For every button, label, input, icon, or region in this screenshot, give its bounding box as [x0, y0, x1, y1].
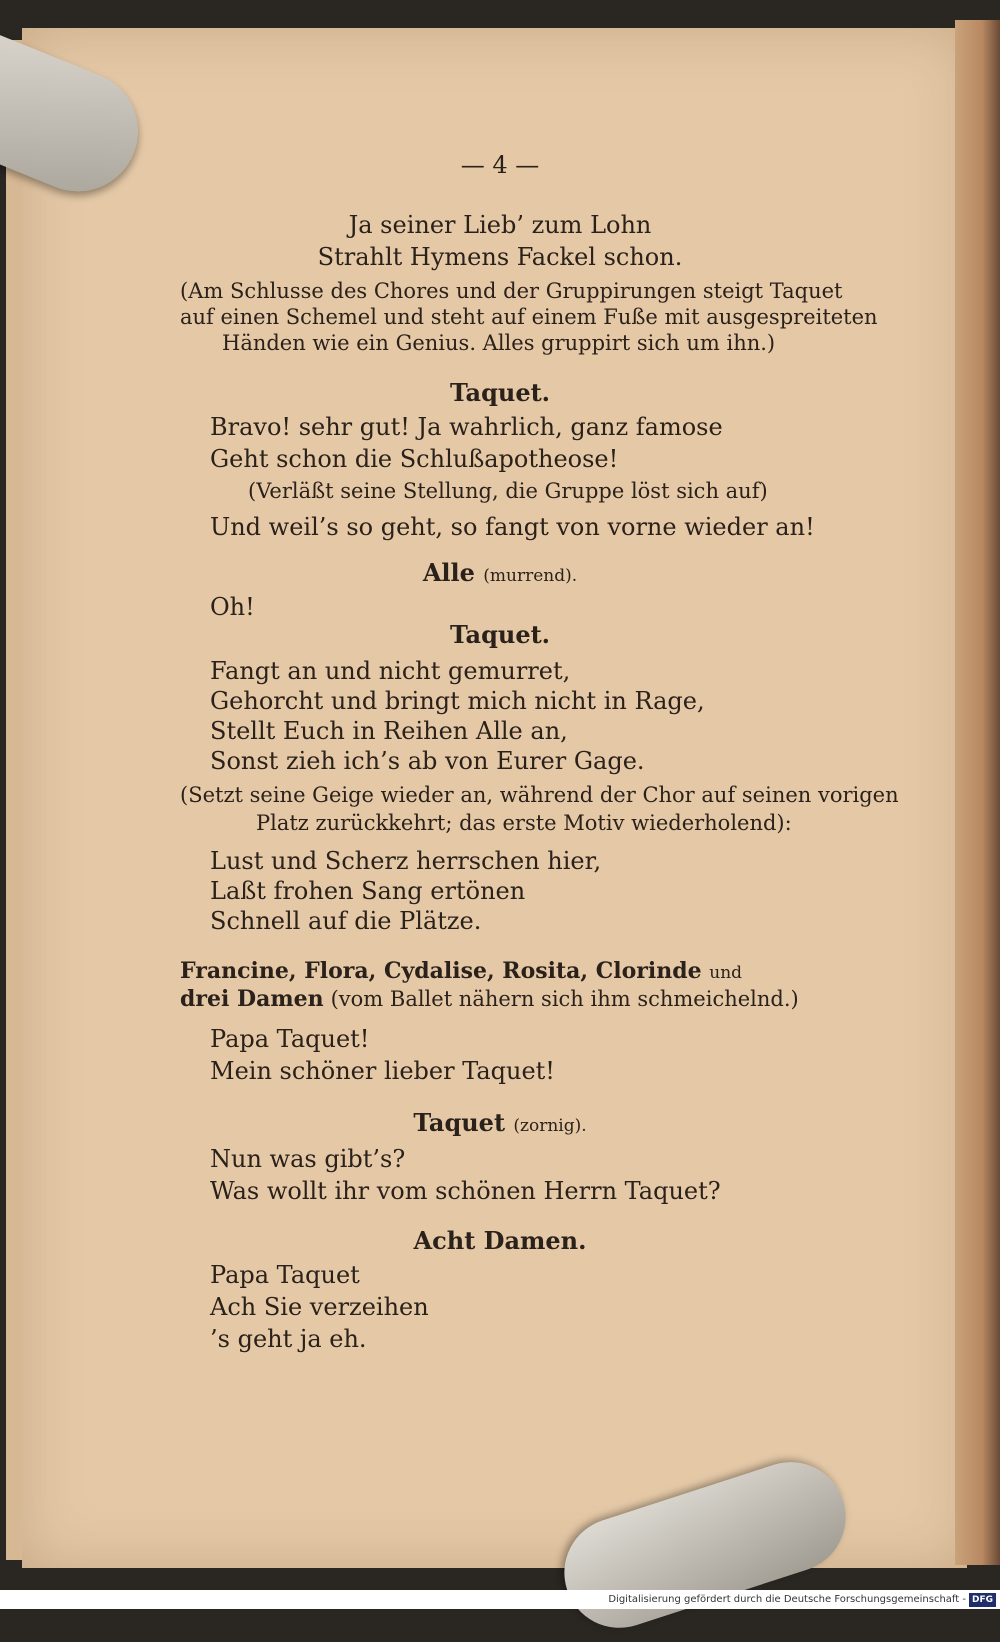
- page-number: — 4 —: [460, 151, 540, 179]
- verse-line: Bravo! sehr gut! Ja wahrlich, ganz famose: [210, 413, 723, 441]
- stage-direction: (Setzt seine Geige wieder an, während der Chor auf seinen vorigen: [180, 783, 899, 807]
- speaker-heading: [0, 1108, 1000, 1141]
- dfg-logo: DFG: [969, 1593, 996, 1607]
- verse-line: Nun was gibt’s?: [210, 1145, 406, 1173]
- speaker-names: drei Damen: [180, 986, 324, 1012]
- speaker-name: Taquet: [413, 1108, 506, 1137]
- stage-direction: (Am Schlusse des Chores und der Gruppirungen steigt Taquet: [180, 279, 843, 303]
- speaker-direction: (vom Ballet nähern sich ihm schmeichelnd.): [330, 987, 799, 1011]
- verse-line: Schnell auf die Plätze.: [210, 907, 482, 935]
- speaker-heading: [180, 984, 799, 1015]
- stage-direction: Platz zurückkehrt; das erste Motiv wiederholend):: [256, 811, 792, 835]
- verse-line: Fangt an und nicht gemurret,: [210, 657, 571, 685]
- digitization-footer: [0, 1590, 1000, 1609]
- verse-line: Was wollt ihr vom schönen Herrn Taquet?: [210, 1177, 721, 1205]
- speaker-names: Francine, Flora, Cydalise, Rosita, Clorinde: [180, 958, 702, 984]
- verse-line: Oh!: [210, 593, 255, 621]
- verse-line: Ja seiner Lieb’ zum Lohn: [348, 211, 652, 239]
- stage-direction: Händen wie ein Genius. Alles gruppirt sich um ihn.): [222, 331, 776, 355]
- verse-line: Papa Taquet!: [210, 1025, 370, 1053]
- verse-line: Laßt frohen Sang ertönen: [210, 877, 526, 905]
- verse-line: Und weil’s so geht, so fangt von vorne wieder an!: [210, 513, 815, 541]
- speaker-heading: Taquet.: [449, 378, 551, 407]
- speaker-heading: Taquet.: [449, 620, 551, 649]
- verse-line: Sonst zieh ich’s ab von Eurer Gage.: [210, 747, 645, 775]
- speaker-name: Alle: [422, 558, 475, 587]
- footer-text: Digitalisierung gefördert durch die Deutsche Forschungsgemeinschaft -: [608, 1594, 966, 1605]
- verse-line: ’s geht ja eh.: [210, 1325, 367, 1353]
- speaker-heading: [0, 558, 1000, 591]
- verse-line: Lust und Scherz herrschen hier,: [210, 847, 602, 875]
- verse-line: Geht schon die Schlußapotheose!: [210, 445, 619, 473]
- conjunction: und: [709, 963, 743, 983]
- speaker-heading: Acht Damen.: [413, 1226, 587, 1255]
- verse-line: Stellt Euch in Reihen Alle an,: [210, 717, 568, 745]
- verse-line: Ach Sie verzeihen: [210, 1293, 429, 1321]
- speaker-direction: (zornig).: [513, 1116, 587, 1136]
- stage-direction: auf einen Schemel und steht auf einem Fuße mit ausgespreiteten: [180, 305, 878, 329]
- verse-line: Mein schöner lieber Taquet!: [210, 1057, 555, 1085]
- stage-direction: (Verläßt seine Stellung, die Gruppe löst sich auf): [248, 479, 768, 503]
- speaker-direction: (murrend).: [483, 566, 578, 586]
- verse-line: Strahlt Hymens Fackel schon.: [317, 243, 683, 271]
- verse-line: Gehorcht und bringt mich nicht in Rage,: [210, 687, 705, 715]
- verse-line: Papa Taquet: [210, 1261, 360, 1289]
